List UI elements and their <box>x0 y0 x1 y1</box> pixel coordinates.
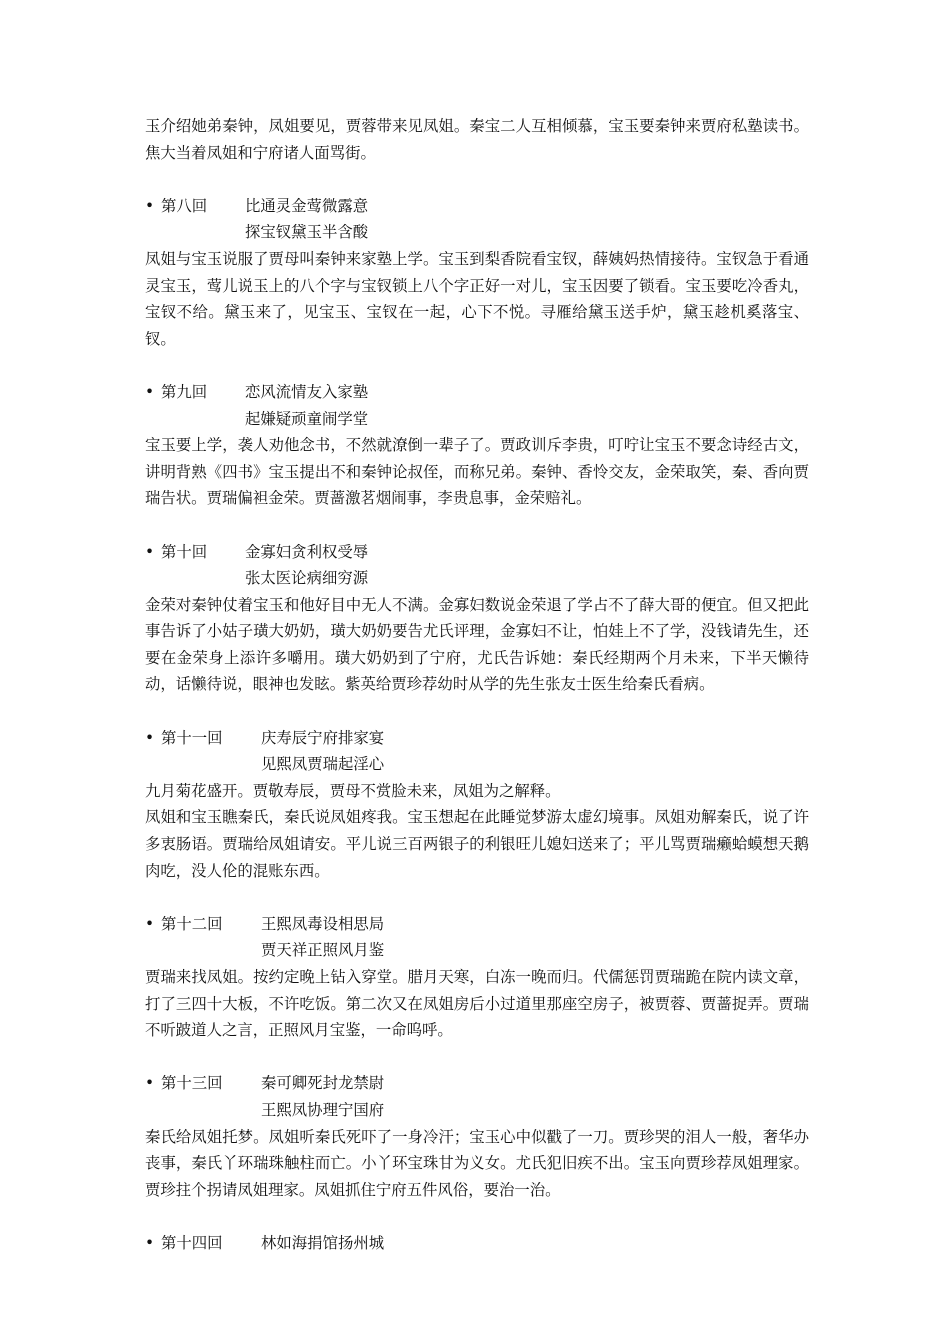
chapter-title-line2: 起嫌疑顽童闹学堂 <box>245 409 369 428</box>
bullet-icon: • <box>145 196 155 215</box>
chapter-title-line2: 张太医论病细穷源 <box>245 569 369 588</box>
chapter-summary-paragraph: 凤姐和宝玉瞧秦氏，秦氏说凤姐疼我。宝玉想起在此睡觉梦游太虚幻境事。凤姐劝解秦氏，说了许多衷肠语。贾瑞给凤姐请安。平儿说三百两银子的利银旺儿媳妇送来了；平儿骂贾瑞癞蛤蟆想天鹅肉吃，没人伦的混账东西。 <box>145 808 809 880</box>
bullet-icon: • <box>145 1233 155 1252</box>
chapter-heading <box>145 1070 809 1097</box>
chapter-title-line2: 王熙凤协理宁国府 <box>261 1100 385 1119</box>
chapter-number: 第十二回 <box>161 914 223 933</box>
chapter-heading <box>145 379 809 406</box>
bullet-icon: • <box>145 728 155 747</box>
bullet-icon: • <box>145 542 155 561</box>
chapter-title-line1: 林如海捐馆扬州城 <box>261 1233 385 1252</box>
chapter-section <box>145 725 809 885</box>
chapter-title-line1: 庆寿辰宁府排家宴 <box>261 728 385 747</box>
chapter-title-line2: 贾天祥正照风月鉴 <box>261 941 385 960</box>
chapter-summary-paragraph: 九月菊花盛开。贾敬寿辰，贾母不赏脸未来，凤姐为之解释。 <box>145 781 561 800</box>
chapter-number: 第九回 <box>161 382 208 401</box>
chapter-heading <box>145 725 809 752</box>
chapter-summary-paragraph: 凤姐与宝玉说服了贾母叫秦钟来家塾上学。宝玉到梨香院看宝钗，薛姨妈热情接待。宝钗急于看通灵宝玉，莺儿说玉上的八个字与宝钗锁上八个字正好一对儿，宝玉因要了锁看。宝玉要吃冷香丸，宝钗不给。黛玉来了，见宝玉、宝钗在一起，心下不悦。寻雁给黛玉送手炉，黛玉趁机奚落宝、钗。 <box>145 249 809 348</box>
chapter-number: 第十四回 <box>161 1233 223 1252</box>
chapter-section <box>145 193 809 353</box>
chapter-section <box>145 539 809 699</box>
chapter-summary-paragraph: 金荣对秦钟仗着宝玉和他好目中无人不满。金寡妇数说金荣退了学占不了薛大哥的便宜。但又把此事告诉了小姑子璜大奶奶，璜大奶奶要告尤氏评理，金寡妇不让，怕娃上不了学，没钱请先生，还要在金荣身上添许多嚼用。璜大奶奶到了宁府，尤氏告诉她：秦氏经期两个月未来，下半天懒待动，话懒待说，眼神也发眩。紫英给贾珍荐幼时从学的先生张友士医生给秦氏看病。 <box>145 595 809 694</box>
chapter-number: 第十回 <box>161 542 208 561</box>
chapter-title-line1: 恋风流情友入家塾 <box>245 382 369 401</box>
document-page <box>145 113 809 1257</box>
chapter-number: 第十一回 <box>161 728 223 747</box>
chapter-title-line1: 金寡妇贪利权受辱 <box>245 542 369 561</box>
chapter-heading <box>145 193 809 220</box>
bullet-icon: • <box>145 382 155 401</box>
chapter-heading <box>145 911 809 938</box>
intro-paragraph: 玉介绍她弟秦钟，凤姐要见，贾蓉带来见凤姐。秦宝二人互相倾慕，宝玉要秦钟来贾府私塾读书。焦大当着凤姐和宁府诸人面骂街。 <box>145 117 809 162</box>
bullet-icon: • <box>145 914 155 933</box>
chapter-title-line2: 探宝钗黛玉半含酸 <box>245 223 369 242</box>
chapter-number: 第十三回 <box>161 1074 223 1093</box>
chapter-heading <box>145 1230 809 1257</box>
chapter-heading <box>145 539 809 566</box>
chapter-title-line1: 秦可卿死封龙禁尉 <box>261 1074 385 1093</box>
chapter-section <box>145 1070 809 1203</box>
chapter-section <box>145 911 809 1044</box>
chapter-title-line2: 见熙凤贾瑞起淫心 <box>261 755 385 774</box>
chapter-section <box>145 379 809 512</box>
chapter-title-line1: 比通灵金莺微露意 <box>245 196 369 215</box>
chapter-section <box>145 1230 809 1257</box>
bullet-icon: • <box>145 1074 155 1093</box>
chapter-number: 第八回 <box>161 196 208 215</box>
chapter-summary-paragraph: 秦氏给凤姐托梦。凤姐听秦氏死吓了一身冷汗；宝玉心中似戳了一刀。贾珍哭的泪人一般，奢华办丧事，秦氏丫环瑞珠触柱而亡。小丫环宝珠甘为义女。尤氏犯旧疾不出。宝玉向贾珍荐凤姐理家。贾珍拄个拐请凤姐理家。凤姐抓住宁府五件风俗，要治一治。 <box>145 1127 809 1199</box>
chapter-title-line1: 王熙凤毒设相思局 <box>261 914 385 933</box>
chapter-list <box>145 193 809 1257</box>
chapter-summary-paragraph: 宝玉要上学，袭人劝他念书，不然就潦倒一辈子了。贾政训斥李贵，叮咛让宝玉不要念诗经古文，讲明背熟《四书》宝玉提出不和秦钟论叔侄，而称兄弟。秦钟、香怜交友，金荣取笑，秦、香向贾瑞告状。贾瑞偏袒金荣。贾蔷激茗烟闹事，李贵息事，金荣赔礼。 <box>145 436 809 508</box>
chapter-summary-paragraph: 贾瑞来找凤姐。按约定晚上钻入穿堂。腊月天寒，白冻一晚而归。代儒惩罚贾瑞跪在院内读文章，打了三四十大板，不许吃饭。第二次又在凤姐房后小过道里那座空房子，被贾蓉、贾蔷捉弄。贾瑞不听跛道人之言，正照风月宝鉴，一命呜呼。 <box>145 968 809 1040</box>
